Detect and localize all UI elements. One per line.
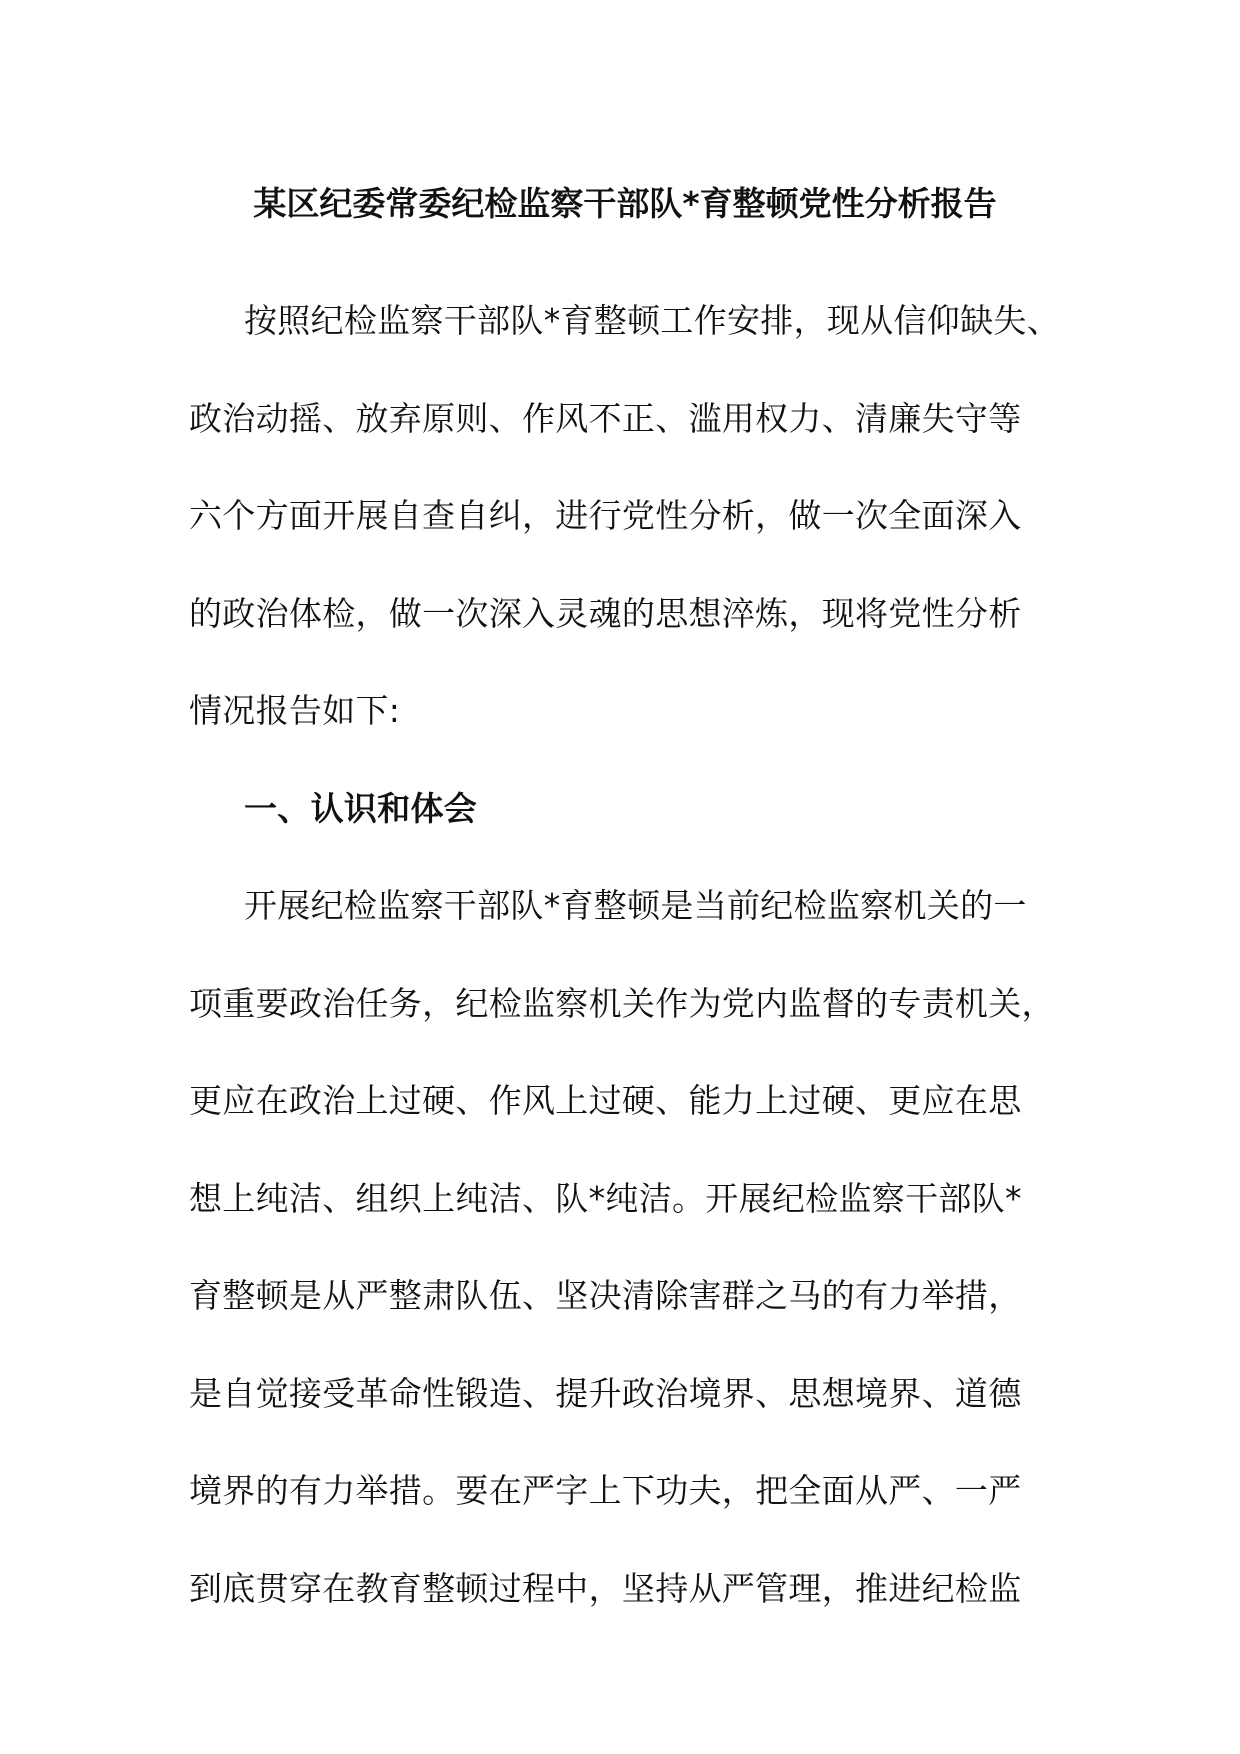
paragraph-line: 育整顿是从严整肃队伍、坚决清除害群之马的有力举措， (189, 1276, 1022, 1315)
paragraph-line: 情况报告如下: (189, 691, 401, 730)
document-title: 某区纪委常委纪检监察干部队*育整顿党性分析报告 (253, 184, 997, 223)
section-heading: 一、认识和体会 (244, 788, 478, 828)
paragraph-line: 政治动摇、放弃原则、作风不正、滥用权力、清廉失守等 (189, 398, 1022, 438)
paragraph-line: 想上纯洁、组织上纯洁、队*纯洁。开展纪检监察干部队* (189, 1178, 1022, 1218)
paragraph-line: 开展纪检监察干部队*育整顿是当前纪检监察机关的一 (244, 886, 1027, 925)
paragraph-line: 六个方面开展自查自纠，进行党性分析，做一次全面深入 (189, 496, 1022, 535)
paragraph-line: 更应在政治上过硬、作风上过硬、能力上过硬、更应在思 (189, 1081, 1022, 1120)
document-body (189, 272, 1069, 1637)
paragraph-line: 项重要政治任务，纪检监察机关作为党内监督的专责机关， (189, 983, 1055, 1023)
paragraph-line: 境界的有力举措。要在严字上下功夫，把全面从严、一严 (189, 1471, 1022, 1510)
paragraph-line: 到底贯穿在教育整顿过程中，坚持从严管理，推进纪检监 (189, 1568, 1022, 1608)
paragraph-line: 按照纪检监察干部队*育整顿工作安排，现从信仰缺失、 (244, 301, 1060, 340)
paragraph-line: 的政治体检，做一次深入灵魂的思想淬炼，现将党性分析 (189, 593, 1022, 633)
paragraph-line: 是自觉接受革命性锻造、提升政治境界、思想境界、道德 (189, 1373, 1022, 1413)
